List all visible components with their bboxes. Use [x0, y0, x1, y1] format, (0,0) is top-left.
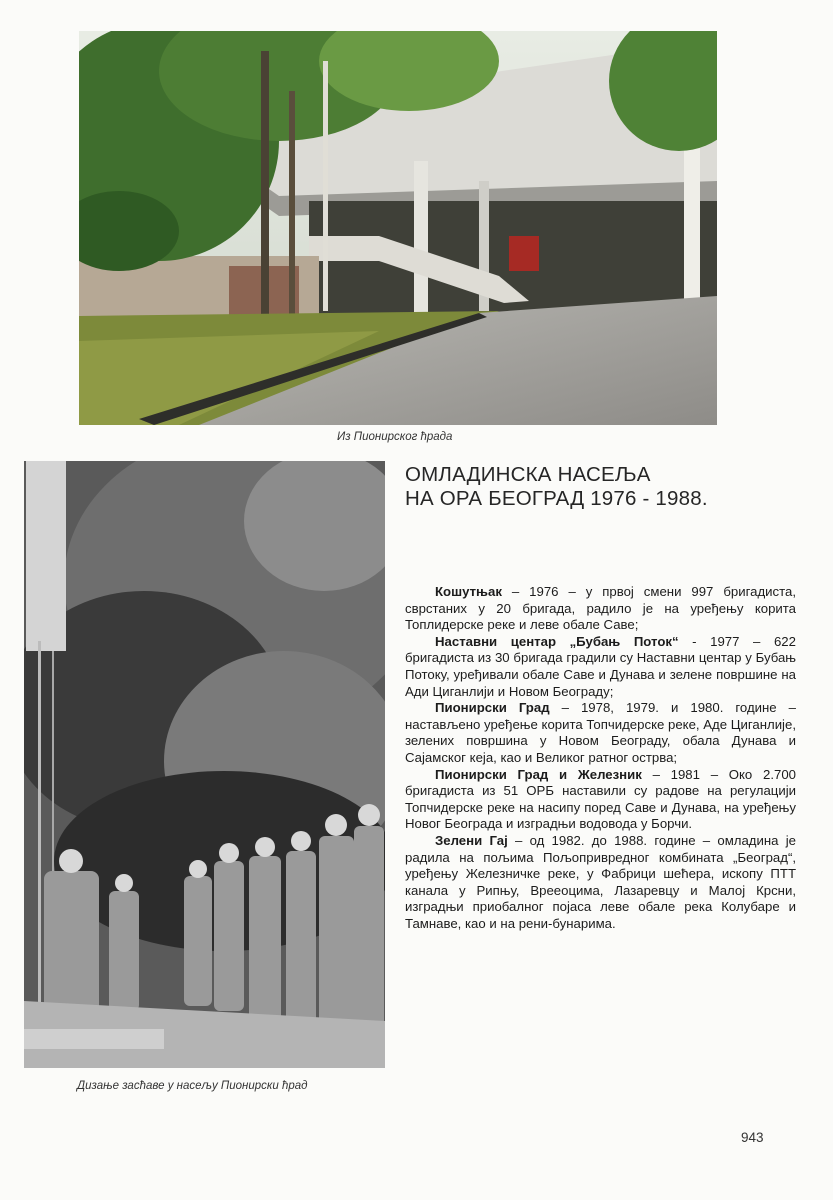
entry-name: Зелени Гај	[435, 832, 508, 848]
entry-text: – од 1982. до 1988. године – омладина је радила на пољима Пољопривредног комбината „Београд“, уређењу Железничке реке, у Фабрици шећера, ископу ПТТ канала у Рипњу, Врееоцима, Лазаревцу и Малој Крсни, изградњи приобалног појаса леве обале река Колубаре и Тамнаве, као и на рени-бунарима.	[405, 832, 796, 931]
list-item	[405, 584, 796, 634]
list-item	[405, 833, 796, 933]
entry-text: – 1981 – Око 2.700 бригадиста из 51 ОРБ наставили су радове на регулацији Топчидерске реке на насипу поред Саве и Дунава, на уређењу Новог Београда и изградњи водовода у Борчи.	[405, 766, 796, 832]
entry-name: Кошутњак	[435, 584, 502, 599]
heading-line-1: ОМЛАДИНСКА НАСЕЉА	[405, 463, 651, 486]
entry-text: – 1978, 1979. и 1980. године – настављено уређење корита Топчидерске реке, Аде Циганлије, зелених површина у Новом Београду, обала Дунава и Сајамског кеја, као и Великог ратног острва;	[405, 700, 796, 765]
entry-name: Пионирски Град и Железник	[435, 766, 642, 782]
entry-name: Наставни центар „Бубањ Поток“	[435, 633, 679, 649]
list-item	[405, 700, 796, 766]
settlements-list	[405, 584, 796, 932]
list-item	[405, 634, 796, 700]
entry-text: - 1977 – 622 бригадиста из 30 бригада градили су Наставни центар у Бубањ Потоку, уређивали обале Саве и Дунава и зелене површине на Ади Циганлији и Новом Београду;	[405, 633, 796, 699]
section-heading	[405, 463, 708, 511]
entry-text: – 1976 – у првој смени 997 бригадиста, сврстаних у 20 бригада, радило је на уређењу корита Топлидерске реке и леве обале Саве;	[405, 584, 796, 633]
page-number: 943	[741, 1130, 764, 1145]
top-photo-caption: Из Пионирског ћрада	[337, 431, 453, 443]
list-item	[405, 767, 796, 833]
bottom-photo-flag-raising	[24, 461, 385, 1068]
heading-line-2: НА ОРА БЕОГРАД 1976 - 1988.	[405, 487, 708, 510]
top-photo-pionirski-grad	[79, 31, 717, 425]
bottom-photo-caption: Дизање засћаве у насељу Пионирски ћрад	[77, 1080, 308, 1092]
entry-name: Пионирски Град	[435, 700, 550, 716]
